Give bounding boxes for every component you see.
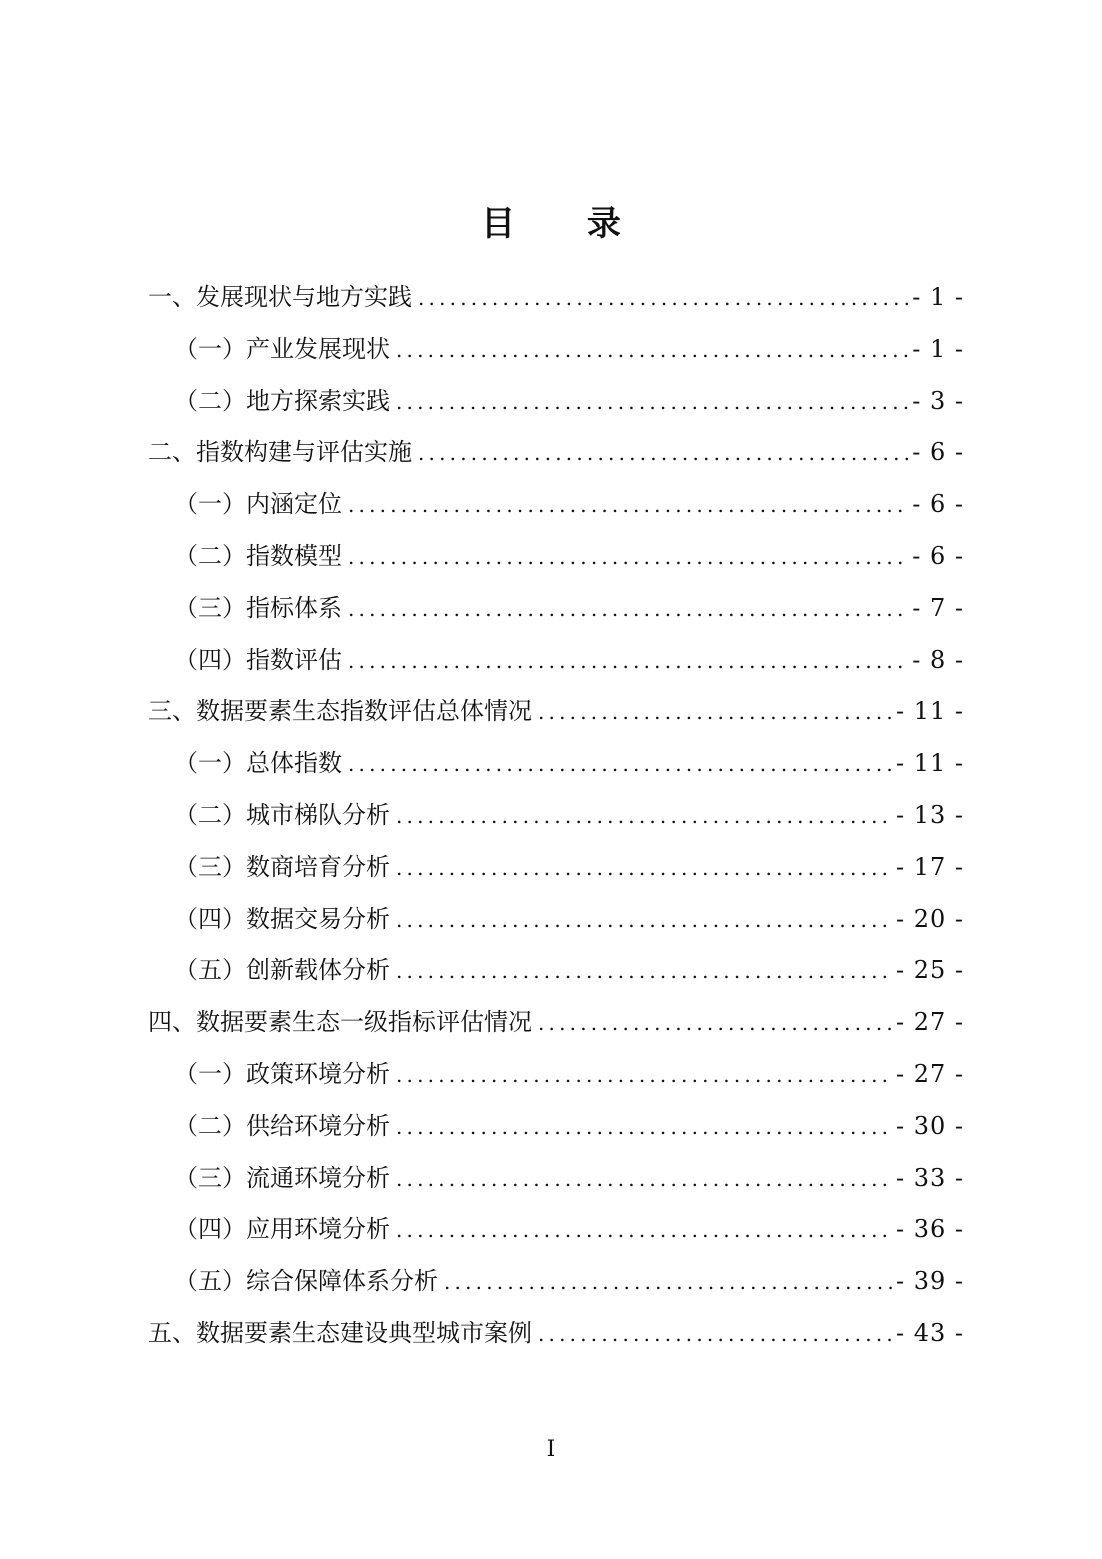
toc-dot-leader	[348, 636, 908, 688]
toc-entry-page: - 3 -	[912, 386, 964, 415]
page-title: 目 录	[481, 204, 651, 244]
toc-entry-label: 三、数据要素生态指数评估总体情况	[148, 697, 532, 726]
toc-entry-label: 一、发展现状与地方实践	[148, 283, 412, 311]
toc-dot-leader	[396, 377, 908, 429]
toc-dot-leader	[348, 532, 908, 584]
toc-entry-label: （二）供给环境分析	[174, 1111, 390, 1140]
toc-entry-page: - 27 -	[895, 1008, 964, 1037]
toc-section-entry[interactable]	[148, 376, 964, 428]
toc-dot-leader	[396, 325, 908, 377]
toc-dot-leader	[396, 1154, 892, 1206]
toc-dot-leader	[538, 1309, 892, 1361]
toc-chapter-entry[interactable]	[148, 272, 964, 324]
toc-dot-leader	[538, 687, 892, 739]
toc-section-entry[interactable]	[148, 479, 964, 531]
toc-entry-label: （三）数商培育分析	[174, 852, 390, 881]
toc-entry-page: - 17 -	[895, 852, 964, 881]
toc-dot-leader	[396, 946, 892, 998]
toc-entry-page: - 8 -	[912, 645, 964, 674]
toc-chapter-entry[interactable]	[148, 427, 964, 479]
toc-section-entry[interactable]	[148, 842, 964, 894]
toc-dot-leader	[396, 1102, 892, 1154]
toc-entry-page: - 13 -	[895, 800, 964, 829]
toc-section-entry[interactable]	[148, 531, 964, 583]
toc-entry-page: - 7 -	[912, 593, 964, 622]
toc-section-entry[interactable]	[148, 1049, 964, 1101]
toc-entry-page: - 43 -	[895, 1318, 964, 1347]
toc-entry-label: 四、数据要素生态一级指标评估情况	[148, 1008, 532, 1037]
toc-entry-page: - 39 -	[895, 1267, 964, 1296]
toc-entry-label: （一）总体指数	[174, 749, 342, 778]
toc-entry-label: （二）城市梯队分析	[174, 800, 390, 829]
toc-dot-leader	[396, 1205, 892, 1257]
toc-entry-page: - 1 -	[912, 334, 964, 363]
toc-entry-label: （三）流通环境分析	[174, 1163, 390, 1192]
toc-dot-leader	[396, 895, 892, 947]
toc-section-entry[interactable]	[148, 738, 964, 790]
toc-dot-leader	[396, 843, 892, 895]
toc-section-entry[interactable]	[148, 1153, 964, 1205]
toc-dot-leader	[348, 480, 908, 532]
toc-entry-label: （四）应用环境分析	[174, 1215, 390, 1244]
toc-dot-leader	[418, 428, 908, 480]
toc-section-entry[interactable]	[148, 1256, 964, 1308]
toc-entry-page: - 11 -	[895, 697, 964, 726]
toc-entry-label: （五）综合保障体系分析	[174, 1267, 438, 1296]
toc-section-entry[interactable]	[148, 635, 964, 687]
toc-section-entry[interactable]	[148, 945, 964, 997]
toc-entry-label: 五、数据要素生态建设典型城市案例	[148, 1318, 532, 1347]
toc-entry-page: - 33 -	[895, 1163, 964, 1192]
toc-entry-page: - 25 -	[895, 956, 964, 985]
page-number: I	[546, 1437, 556, 1462]
toc-entry-label: （一）内涵定位	[174, 490, 342, 519]
toc-dot-leader	[396, 1050, 892, 1102]
toc-dot-leader	[538, 998, 892, 1050]
toc-entry-page: - 6 -	[912, 490, 964, 519]
toc-dot-leader	[444, 1257, 892, 1309]
toc-entry-label: （四）数据交易分析	[174, 904, 390, 933]
toc-dot-leader	[348, 739, 892, 791]
toc-entry-page: - 20 -	[895, 904, 964, 933]
toc-chapter-entry[interactable]	[148, 997, 964, 1049]
toc-entry-page: - 27 -	[895, 1059, 964, 1088]
toc-entry-page: - 36 -	[895, 1215, 964, 1244]
toc-entry-page: - 6 -	[912, 438, 964, 467]
toc-entry-label: （二）地方探索实践	[174, 386, 390, 415]
toc-entry-label: （一）政策环境分析	[174, 1059, 390, 1088]
toc-section-entry[interactable]	[148, 583, 964, 635]
toc-section-entry[interactable]	[148, 790, 964, 842]
toc-entry-label: 二、指数构建与评估实施	[148, 438, 412, 467]
toc-entry-label: （三）指标体系	[174, 593, 342, 622]
toc-entry-label: （五）创新载体分析	[174, 956, 390, 985]
toc-entry-page: - 1 -	[912, 283, 964, 311]
toc-entry-label: （二）指数模型	[174, 541, 342, 570]
toc-chapter-entry[interactable]	[148, 1308, 964, 1360]
toc-entry-page: - 6 -	[912, 541, 964, 570]
toc-dot-leader	[396, 791, 892, 843]
toc-chapter-entry[interactable]	[148, 686, 964, 738]
toc-section-entry[interactable]	[148, 1101, 964, 1153]
table-of-contents	[148, 272, 964, 1360]
toc-dot-leader	[348, 584, 908, 636]
toc-entry-label: （一）产业发展现状	[174, 334, 390, 363]
toc-dot-leader	[418, 273, 908, 325]
toc-section-entry[interactable]	[148, 894, 964, 946]
toc-section-entry[interactable]	[148, 1204, 964, 1256]
toc-section-entry[interactable]	[148, 324, 964, 376]
toc-entry-page: - 30 -	[895, 1111, 964, 1140]
toc-entry-label: （四）指数评估	[174, 645, 342, 674]
toc-entry-page: - 11 -	[895, 749, 964, 778]
